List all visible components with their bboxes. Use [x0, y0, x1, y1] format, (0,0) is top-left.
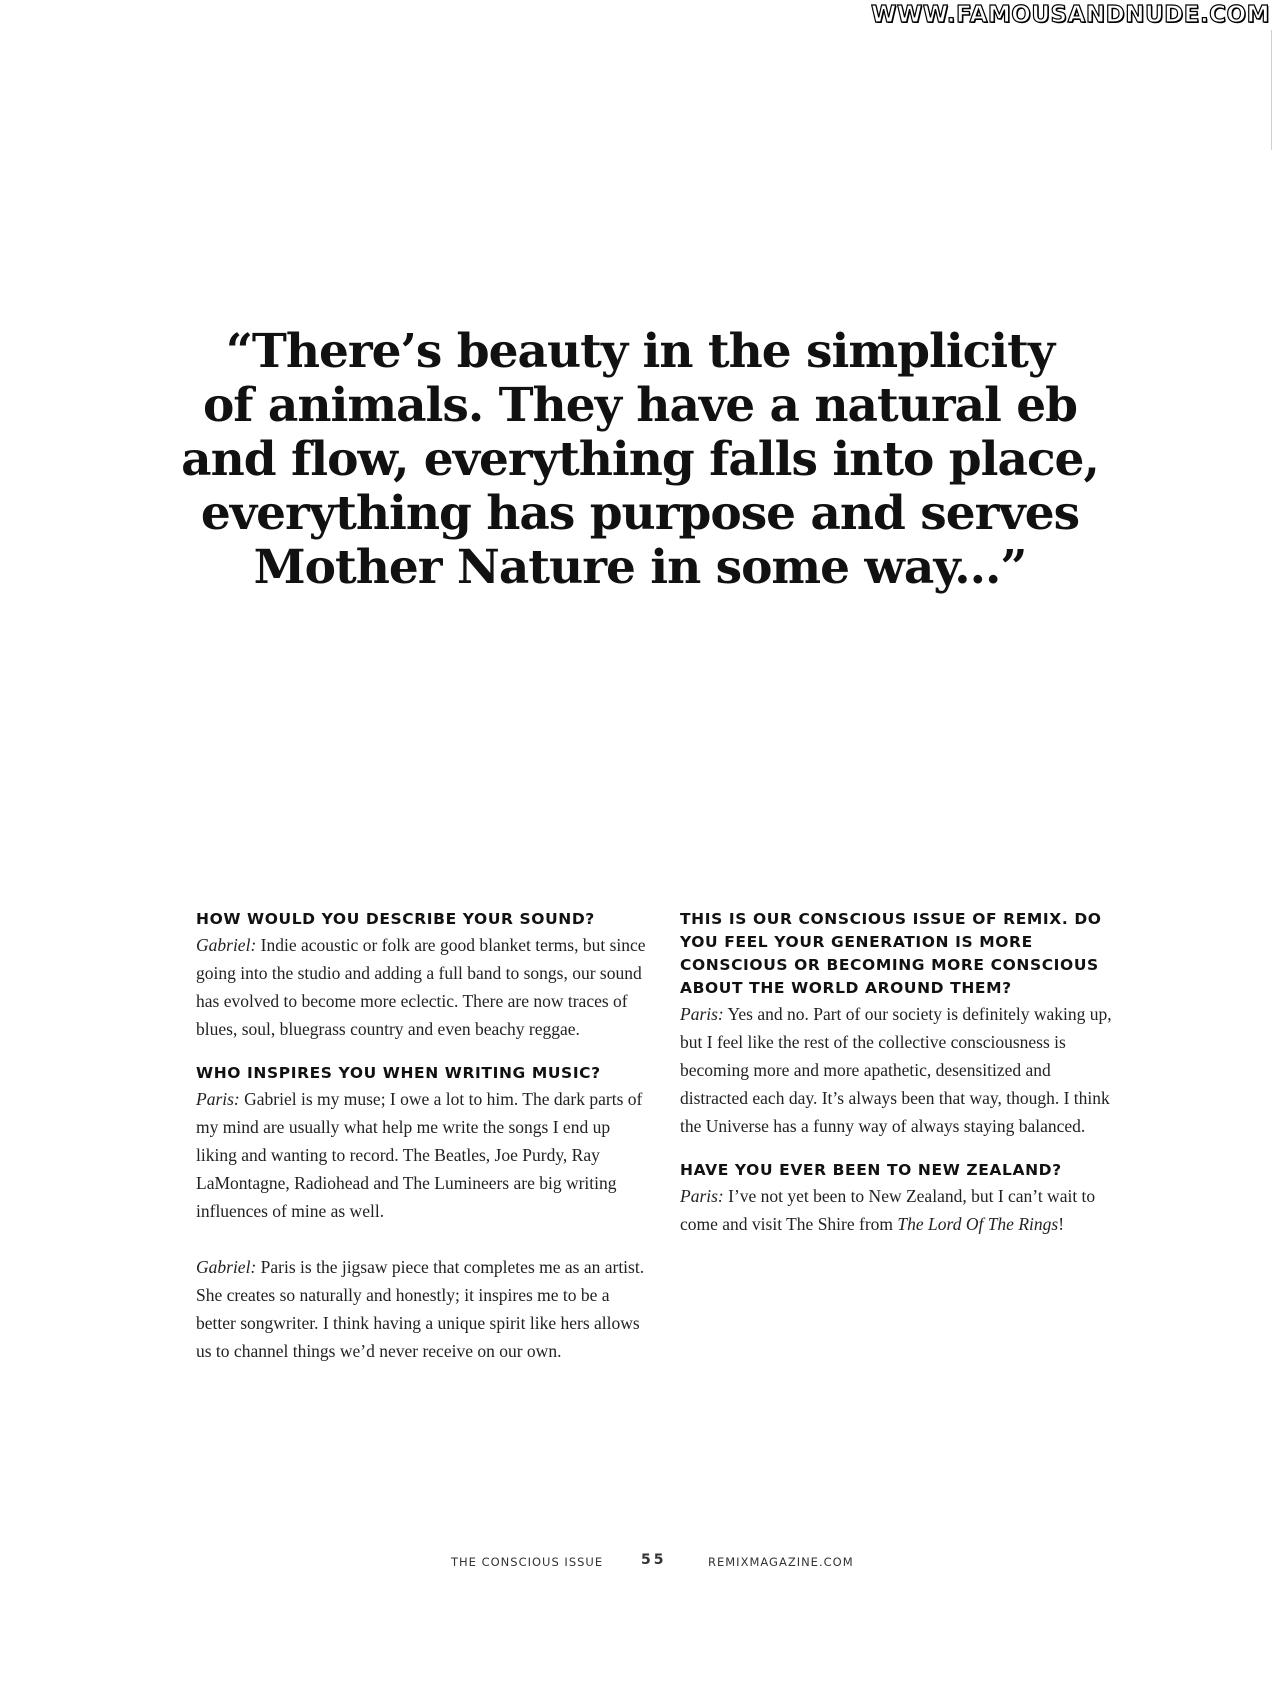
speaker-name: Paris:	[680, 1004, 724, 1024]
answer-body: Yes and no. Part of our society is definitely waking up, but I feel like the rest of the collective consciousness is becoming more and more apathetic, desensitized and distracted each day. It’s always been that way, though. I think the Universe has a funny way of always staying balanced.	[680, 1004, 1112, 1136]
pull-quote	[150, 325, 1130, 595]
interview-question-inspiration	[196, 1062, 646, 1365]
speaker-name: Gabriel:	[196, 935, 257, 955]
answer-text	[680, 1182, 1120, 1238]
answer-body: Gabriel is my muse; I owe a lot to him. The dark parts of my mind are usually what help me write the songs I end up liking and wanting to record. The Beatles, Joe Purdy, Ray LaMontagne, Radiohead and The Lumineers are big writing influences of mine as well.	[196, 1089, 643, 1221]
footer-website: REMIXMAGAZINE.COM	[708, 1555, 854, 1569]
speaker-name: Paris:	[680, 1186, 724, 1206]
interview-question-sound	[196, 908, 646, 1043]
page-edge-line	[1271, 30, 1272, 150]
question-heading: HOW WOULD YOU DESCRIBE YOUR SOUND?	[196, 910, 595, 928]
answer-text	[196, 1253, 646, 1365]
pull-quote-line: and flow, everything falls into place,	[181, 432, 1099, 487]
interview-question-new-zealand	[680, 1159, 1120, 1238]
pull-quote-line: everything has purpose and serves	[200, 486, 1080, 541]
right-column	[680, 908, 1120, 1238]
answer-body-end: !	[1058, 1214, 1065, 1234]
watermark-text: WWW.FAMOUSANDNUDE.COM	[871, 2, 1270, 28]
left-column	[196, 908, 646, 1365]
question-heading: THIS IS OUR CONSCIOUS ISSUE OF REMIX. DO YOU FEEL YOUR GENERATION IS MORE CONSCIOUS OR BECOMING MORE CONSCIOUS ABOUT THE WORLD AROUND THEM?	[680, 910, 1102, 997]
footer-issue-name: THE CONSCIOUS ISSUE	[451, 1555, 604, 1569]
pull-quote-line: “There’s beauty in the simplicity	[225, 324, 1055, 379]
question-heading: WHO INSPIRES YOU WHEN WRITING MUSIC?	[196, 1064, 601, 1082]
answer-body: Paris is the jigsaw piece that completes me as an artist. She creates so naturally and honestly; it inspires me to be a better songwriter. I think having a unique spirit like hers allows us to channel things we’d never receive on our own.	[196, 1257, 645, 1361]
speaker-name: Paris:	[196, 1089, 240, 1109]
pull-quote-line: of animals. They have a natural eb	[202, 378, 1078, 433]
answer-body: Indie acoustic or folk are good blanket terms, but since going into the studio and adding a full band to songs, our sound has evolved to become more eclectic. There are now traces of blues, soul, bluegrass country and even beachy reggae.	[196, 935, 646, 1039]
interview-question-conscious	[680, 908, 1120, 1140]
answer-text	[680, 1000, 1120, 1140]
answer-text	[196, 1085, 646, 1225]
page-number: 55	[641, 1552, 667, 1568]
page-footer	[0, 1551, 1280, 1575]
answer-text	[196, 931, 646, 1043]
question-heading: HAVE YOU EVER BEEN TO NEW ZEALAND?	[680, 1161, 1062, 1179]
pull-quote-line: Mother Nature in some way...”	[253, 540, 1027, 595]
speaker-name: Gabriel:	[196, 1257, 257, 1277]
answer-body: I’ve not yet been to New Zealand, but I can’t wait to come and visit The Shire from	[680, 1186, 1096, 1234]
book-title: The Lord Of The Rings	[897, 1214, 1059, 1234]
